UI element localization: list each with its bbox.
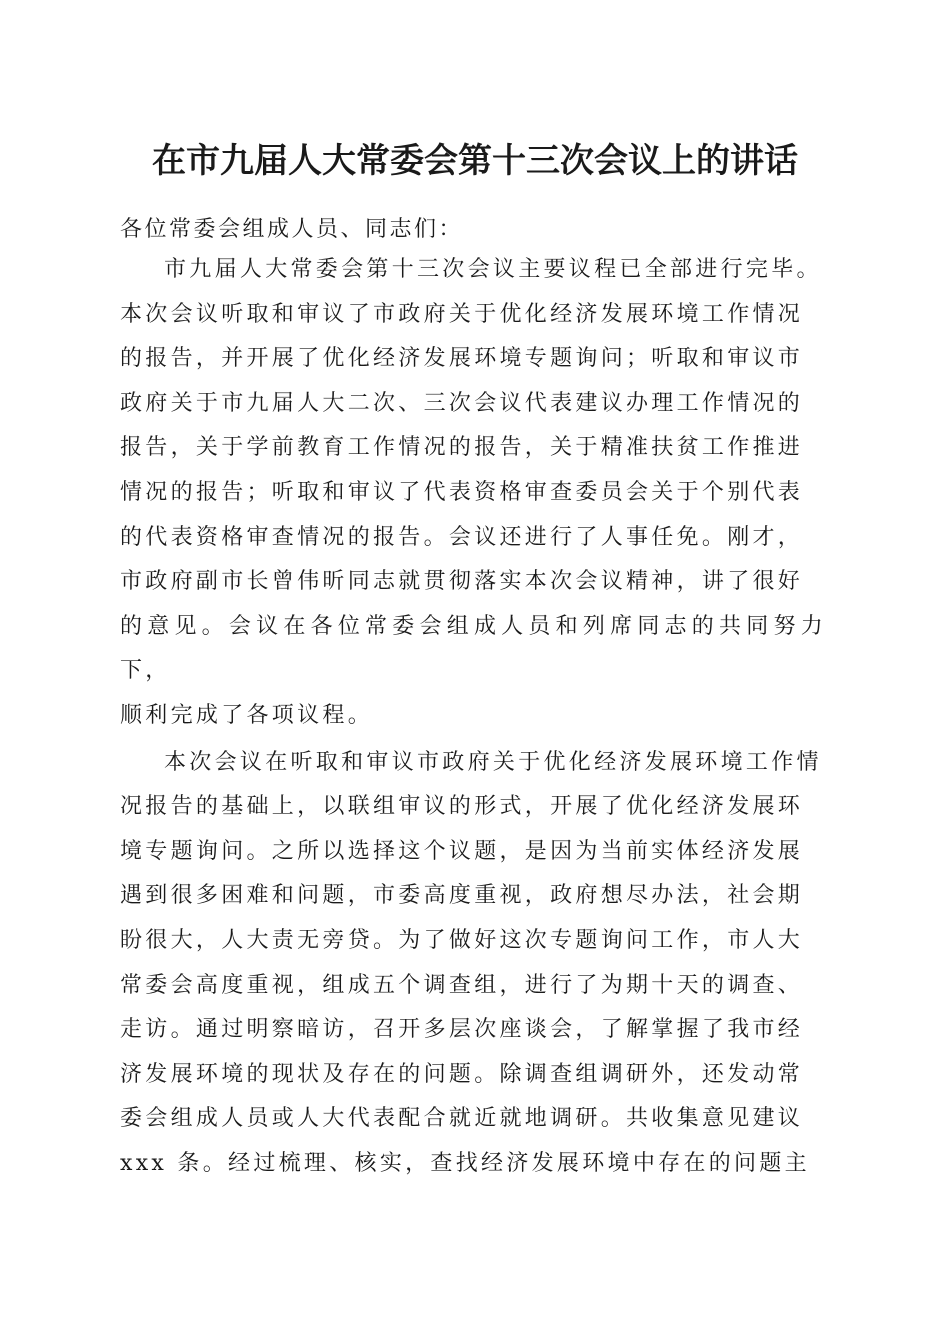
paragraph-1: 市九届人大常委会第十三次会议主要议程已全部进行完毕。 本次会议听取和审议了市政府关于优化经济发展环境工作情况 的报告，并开展了优化经济发展环境专题询问；听取和审议市 政府关于市九届人大二次、三次会议代表建议办理工作情况的 报告，关于学前教育工作情况的报告，关于精准扶贫工作推进 情况的报告；听取和审议了代表资格审查委员会关于个别代表 的代表资格审查情况的报告。会议还进行了人事任免。刚才， 市政府副市长曾伟昕同志就贯彻落实本次会议精神，讲了很好 的意见。会议在各位常委会组成人员和列席同志的共同努力下， 顺利完成了各项议程。 bbox=[120, 257, 826, 728]
paragraph-2: 本次会议在听取和审议市政府关于优化经济发展环境工作情 况报告的基础上，以联组审议的形式，开展了优化经济发展环 境专题询问。之所以选择这个议题，是因为当前实体经济发展 遇到很多困难和问题，市委高度重视，政府想尽办法，社会期 盼很大，人大责无旁贷。为了做好这次专题询问工作，市人大 常委会高度重视，组成五个调查组，进行了为期十天的调查、 走访。通过明察暗访，召开多层次座谈会，了解掌握了我市经 济发展环境的现状及存在的问题。除调查组调研外，还发动常 委会组成人员或人大代表配合就近就地调研。共收集意见建议 xxx 条。经过梳理、核实，查找经济发展环境中存在的问题主 bbox=[120, 749, 822, 1176]
document-body bbox=[120, 211, 826, 1186]
salutation: 各位常委会组成人员、同志们： bbox=[120, 217, 464, 242]
document-title: 在市九届人大常委会第十三次会议上的讲话 bbox=[152, 141, 798, 181]
